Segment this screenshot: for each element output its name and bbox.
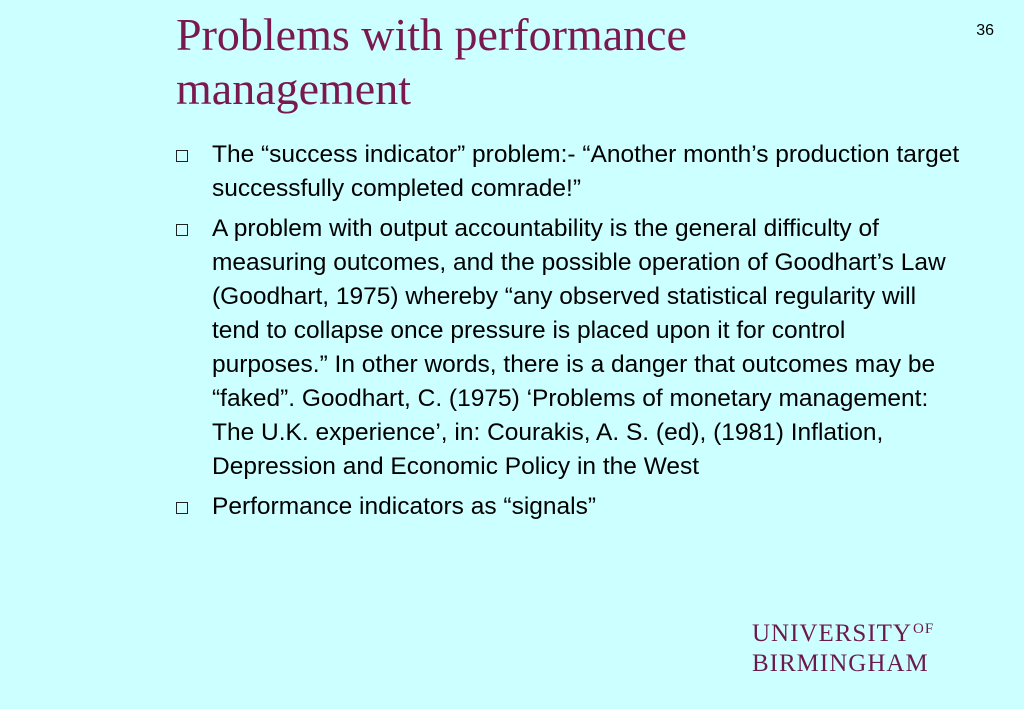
page-number: 36: [976, 22, 994, 39]
bullet-text: A problem with output accountability is the general difficulty of measuring outcomes, and the possible operation of Goodhart’s Law (Goodhart, 1975) whereby “any observed statistical regularity will tend to collapse once pressure is placed upon it for control purposes.” In other words, there is a danger that outcomes may be “faked”. Goodhart, C. (1975) ‘Problems of monetary management: The U.K. experience’, in: Courakis, A. S. (ed), (1981) Inflation, Depression and Economic Policy in the West: [212, 215, 946, 480]
bullet-item: [176, 138, 966, 206]
logo-word-university: UNIVERSITY: [752, 620, 912, 647]
hollow-square-bullet-icon: [176, 150, 188, 162]
bullet-text: The “success indicator” problem:- “Another month’s production target successfully completed comrade!”: [212, 141, 960, 202]
bullet-list: [176, 138, 966, 530]
bullet-text: Performance indicators as “signals”: [212, 493, 596, 520]
logo-word-of: OF: [913, 621, 935, 637]
hollow-square-bullet-icon: [176, 224, 188, 236]
bullet-item: [176, 212, 966, 484]
bullet-item: [176, 490, 966, 524]
university-logo: [752, 614, 992, 679]
logo-word-birmingham: BIRMINGHAM: [752, 650, 929, 677]
logo-line-university: [752, 614, 992, 649]
slide-title: Problems with performance management: [176, 9, 687, 114]
hollow-square-bullet-icon: [176, 502, 188, 514]
